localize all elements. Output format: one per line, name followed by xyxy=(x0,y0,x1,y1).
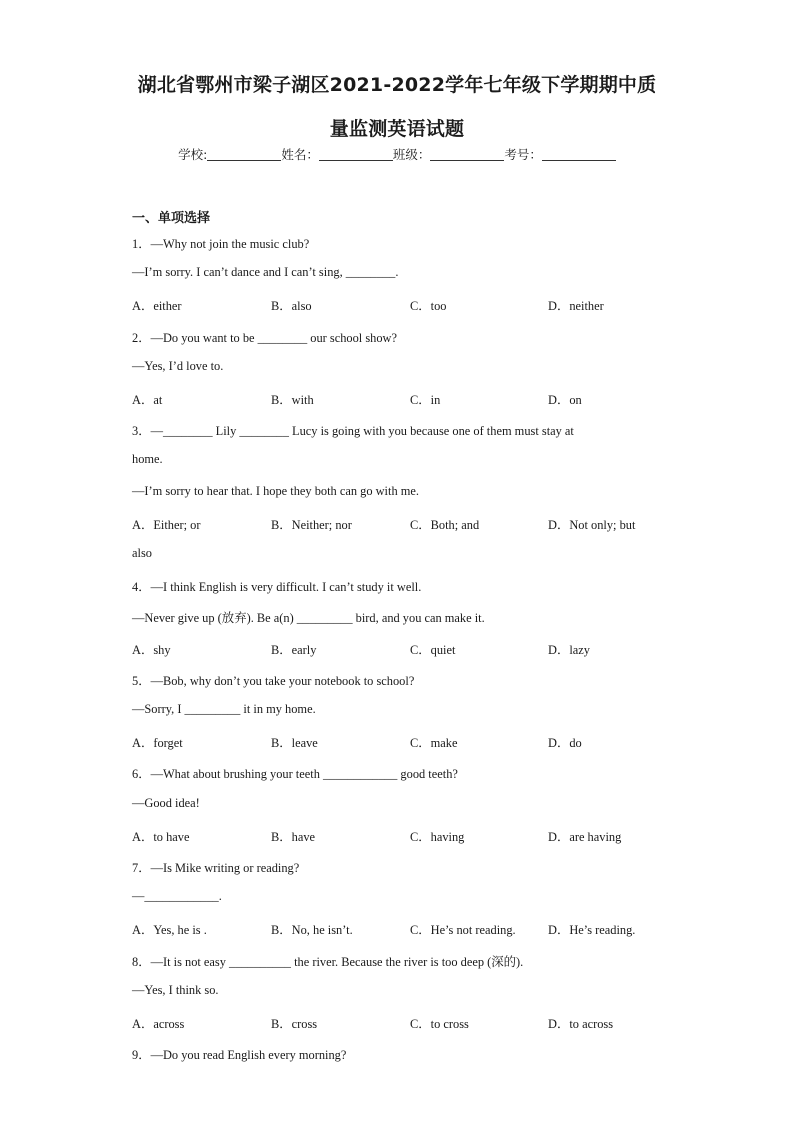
option-a[interactable]: A．at xyxy=(132,393,163,407)
option-d[interactable]: D．are having xyxy=(548,830,622,844)
question-3-option-d-wrap: also xyxy=(132,546,152,560)
question-1-reply: —I’m sorry. I can’t dance and I can’t sing, ________. xyxy=(132,265,399,279)
question-3-prompt: 3．—________ Lily ________ Lucy is going with you because one of them must stay at xyxy=(132,424,574,438)
option-c[interactable]: C．make xyxy=(410,736,458,750)
exam-number-label: 考号： xyxy=(504,147,542,162)
question-6-reply: —Good idea! xyxy=(132,796,200,810)
option-d[interactable]: D．to across xyxy=(548,1017,614,1031)
option-d[interactable]: D．lazy xyxy=(548,643,590,657)
option-b[interactable]: B．early xyxy=(271,643,317,657)
question-4-prompt: 4．—I think English is very difficult. I can’t study it well. xyxy=(132,580,422,594)
option-b[interactable]: B．also xyxy=(271,299,312,313)
question-4-reply: —Never give up (放弃). Be a(n) _________ bird, and you can make it. xyxy=(132,611,485,625)
option-d[interactable]: D．on xyxy=(548,393,582,407)
option-a[interactable]: A．forget xyxy=(132,736,183,750)
option-a[interactable]: A．to have xyxy=(132,830,190,844)
question-2-reply: —Yes, I’d love to. xyxy=(132,359,224,373)
question-6-prompt: 6．—What about brushing your teeth ____________ good teeth? xyxy=(132,767,458,781)
option-a[interactable]: A．shy xyxy=(132,643,171,657)
option-c[interactable]: C．He’s not reading. xyxy=(410,923,516,937)
option-d[interactable]: D．Not only; but xyxy=(548,518,636,532)
school-blank[interactable] xyxy=(207,147,281,161)
student-info-row xyxy=(0,145,794,163)
option-d[interactable]: D．He’s reading. xyxy=(548,923,636,937)
option-b[interactable]: B．No, he isn’t. xyxy=(271,923,353,937)
name-blank[interactable] xyxy=(319,147,393,161)
school-label: 学校: xyxy=(178,147,208,162)
option-d[interactable]: D．do xyxy=(548,736,582,750)
option-d[interactable]: D．neither xyxy=(548,299,604,313)
option-a[interactable]: A．Yes, he is . xyxy=(132,923,207,937)
question-3-prompt-cont: home. xyxy=(132,452,163,466)
option-b[interactable]: B．with xyxy=(271,393,314,407)
option-b[interactable]: B．leave xyxy=(271,736,318,750)
question-9-prompt: 9．—Do you read English every morning? xyxy=(132,1048,347,1062)
option-a[interactable]: A．either xyxy=(132,299,182,313)
question-8-prompt: 8．—It is not easy __________ the river. Because the river is too deep (深的). xyxy=(132,955,524,969)
option-c[interactable]: C．in xyxy=(410,393,441,407)
option-c[interactable]: C．too xyxy=(410,299,447,313)
page-title-line-2: 量监测英语试题 xyxy=(329,118,465,140)
question-7-reply: —____________. xyxy=(132,889,222,903)
option-b[interactable]: B．Neither; nor xyxy=(271,518,352,532)
question-5-reply: —Sorry, I _________ it in my home. xyxy=(132,702,316,716)
class-label: 班级： xyxy=(392,147,431,162)
class-blank[interactable] xyxy=(430,147,504,161)
option-b[interactable]: B．have xyxy=(271,830,316,844)
option-c[interactable]: C．Both; and xyxy=(410,518,480,532)
question-7-prompt: 7．—Is Mike writing or reading? xyxy=(132,861,300,875)
question-2-prompt: 2．—Do you want to be ________ our school show? xyxy=(132,331,397,345)
question-1-prompt: 1．—Why not join the music club? xyxy=(132,237,310,251)
question-5-prompt: 5．—Bob, why don’t you take your notebook to school? xyxy=(132,674,415,688)
page-title-line-1: 湖北省鄂州市梁子湖区2021-2022学年七年级下学期期中质 xyxy=(137,74,657,96)
option-a[interactable]: A．across xyxy=(132,1017,185,1031)
option-c[interactable]: C．having xyxy=(410,830,465,844)
section-title: 一、单项选择 xyxy=(132,211,211,226)
question-8-reply: —Yes, I think so. xyxy=(132,983,219,997)
exam-number-blank[interactable] xyxy=(542,147,616,161)
question-3-reply: —I’m sorry to hear that. I hope they both can go with me. xyxy=(132,484,419,498)
option-a[interactable]: A．Either; or xyxy=(132,518,201,532)
name-label: 姓名： xyxy=(281,147,319,162)
option-c[interactable]: C．quiet xyxy=(410,643,456,657)
option-c[interactable]: C．to cross xyxy=(410,1017,469,1031)
option-b[interactable]: B．cross xyxy=(271,1017,318,1031)
